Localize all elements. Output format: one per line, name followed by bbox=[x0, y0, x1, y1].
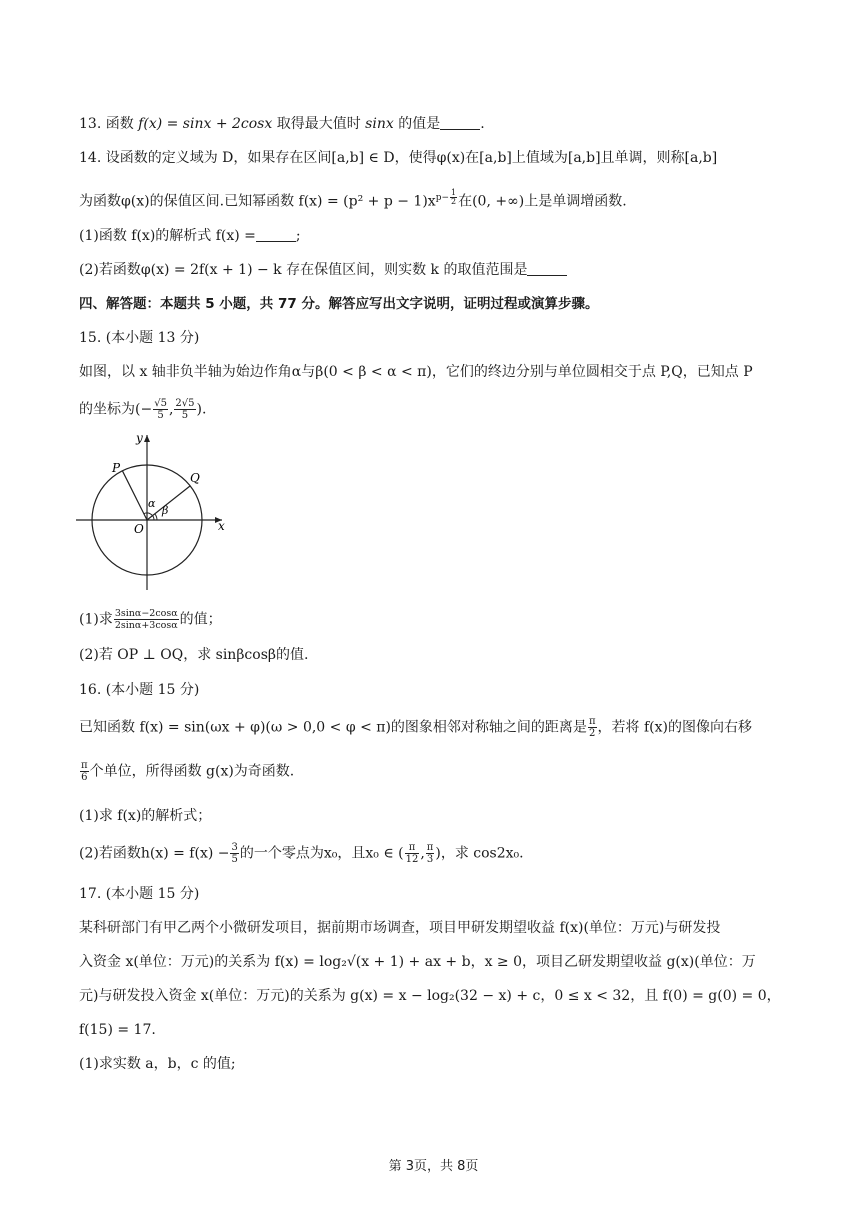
q15-line1: 如图，以 x 轴非负半轴为始边作角α与β(0 < β < α < π)，它们的终边分别与单位圆相交于点 P,Q，已知点 P bbox=[79, 364, 753, 380]
q15-sub1: (1)求 $\frac{3\sin\alpha-2\cos\alpha}{2\sin\alpha+3\cos\alpha}$ 的值； bbox=[79, 608, 222, 631]
q13-line: 13. 函数 f(x) = sinx + 2cosx 取得最大值时 sinx 的值是 . bbox=[79, 116, 485, 132]
q17-line1: 某科研部门有甲乙两个小微研发项目，据前期市场调查，项目甲研发期望收益 f(x)(单位：万元)与研发投 bbox=[79, 920, 721, 936]
label-o: O bbox=[134, 522, 144, 536]
section-heading: 四、解答题：本题共 5 小题，共 77 分。解答应写出文字说明，证明过程或演算步骤。 bbox=[79, 296, 599, 312]
unit-circle-figure bbox=[72, 430, 242, 595]
beta-arc bbox=[155, 514, 157, 520]
q16-sub1: (1)求 f(x)的解析式； bbox=[79, 808, 212, 824]
q14-sub1: (1)函数 f(x)的解析式 f(x) = ; bbox=[79, 228, 301, 244]
q17-line3: 元)与研发投入资金 x(单位：万元)的关系为 g(x) = x − log₂(32 − x) + c，0 ≤ x < 32，且 f(0) = g(0) = 0， bbox=[79, 988, 781, 1004]
label-alpha: α bbox=[148, 497, 156, 510]
q17-header: 17. (本小题 15 分) bbox=[79, 886, 200, 902]
label-y: y bbox=[136, 431, 143, 445]
q17-line2: 入资金 x(单位：万元)的关系为 f(x) = log₂√(x + 1) + ax + b，x ≥ 0，项目乙研发期望收益 g(x)(单位：万 bbox=[79, 954, 756, 970]
label-x: x bbox=[218, 519, 225, 533]
q15-header: 15. (本小题 13 分) bbox=[79, 330, 200, 346]
q15-line2: 的坐标为(− $\frac{√5}{5}$ , $\frac{2√5}{5}$ ). bbox=[79, 398, 207, 421]
q15-sub2: (2)若 OP ⊥ OQ，求 sinβcosβ的值. bbox=[79, 647, 309, 663]
ray-op bbox=[122, 471, 147, 520]
label-q: Q bbox=[190, 471, 200, 485]
q16-header: 16. (本小题 15 分) bbox=[79, 682, 200, 698]
q14-line1: 14. 设函数的定义域为 D，如果存在区间[a,b] ∈ D，使得φ(x)在[a,b]上值域为[a,b]且单调，则称[a,b] bbox=[79, 150, 718, 166]
page-footer: 第 3页，共 8页 bbox=[388, 1159, 479, 1174]
label-p: P bbox=[112, 461, 121, 475]
answer-blank[interactable] bbox=[440, 115, 480, 130]
q16-sub2: (2)若函数h(x) = f(x) − $\frac{3}{5}$ 的一个零点为x₀，且x₀ ∈ ( $\frac{\pi}{12}$ , $\frac{\pi}{3}$ )，求 cos2x₀. bbox=[79, 842, 524, 865]
q14-sub2: (2)若函数φ(x) = 2f(x + 1) − k 存在保值区间，则实数 k 的取值范围是 bbox=[79, 260, 567, 280]
q16-line2: $\frac{\pi}{6}$ 个单位，所得函数 g(x)为奇函数. bbox=[81, 760, 295, 783]
q16-line1: 已知函数 f(x) = sin(ωx + φ)(ω > 0,0 < φ < π)的图象相邻对称轴之间的距离是 $\frac{\pi}{2}$ ，若将 f(x)的图像向右移 bbox=[79, 716, 752, 739]
y-axis-arrow bbox=[144, 435, 150, 442]
q17-sub1: (1)求实数 a，b，c 的值; bbox=[79, 1056, 236, 1072]
answer-blank[interactable] bbox=[256, 227, 296, 242]
label-beta: β bbox=[162, 504, 169, 517]
answer-blank[interactable] bbox=[527, 261, 567, 276]
q17-line4: f(15) = 17. bbox=[79, 1022, 156, 1038]
q14-line2: 为函数φ(x)的保值区间.已知幂函数 $f(x) = (p^2 + p - 1)x^{p- \frac{1}{2}}$ 在(0, +∞)上是单调增函数. bbox=[79, 188, 627, 210]
